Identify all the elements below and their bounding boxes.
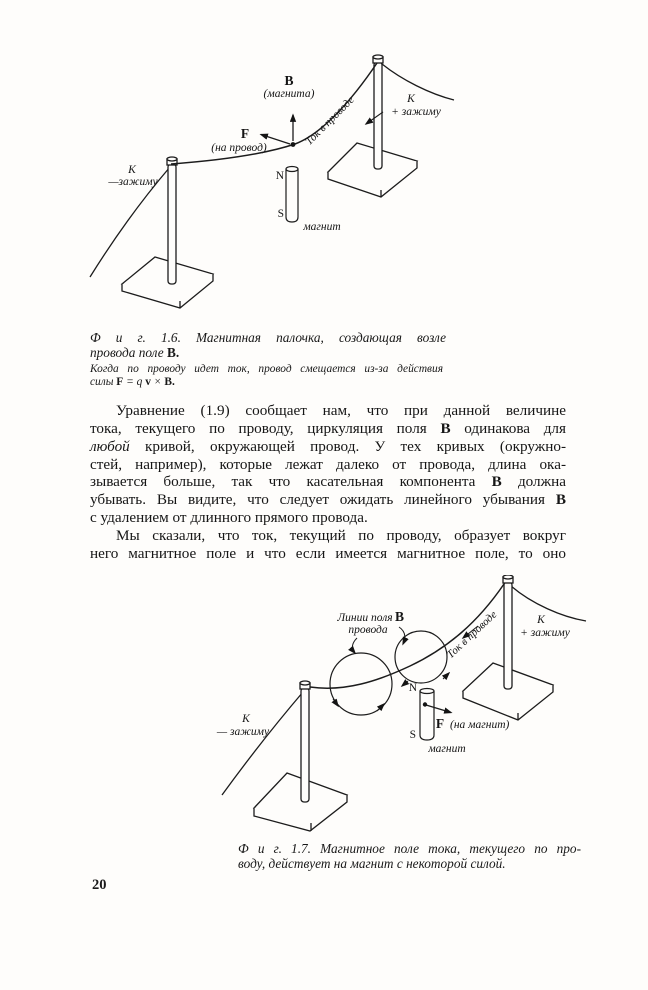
wire-lead-right	[382, 64, 454, 100]
label-magnet: магнит	[303, 221, 341, 233]
text-line: с удалением от длинного прямого провода.	[90, 509, 368, 527]
label-plus-terminal-k: К	[537, 614, 545, 626]
text-line: него магнитное поле и что если имеется магнитное поле, то оно	[90, 544, 566, 562]
text-line: любой кривой, окружающей провод. У тех кривых (окружно-	[90, 437, 567, 455]
label-F: F	[240, 126, 250, 141]
label-F-sub: (на магнит)	[450, 719, 510, 731]
text-line: Уравнение (1.9) сообщает нам, что при данной величине	[116, 402, 566, 419]
wire-lead-right	[511, 586, 586, 621]
clamp-right	[373, 55, 383, 63]
bold-B: B	[440, 419, 451, 437]
figure-1-7	[212, 575, 595, 837]
field-circle-arrow	[377, 704, 384, 711]
magnet-bar	[286, 167, 298, 223]
text-line: тока, текущего по проводу, циркуляция поля B одинакова для	[90, 419, 567, 437]
label-current-in-wire: Ток в проводе	[444, 608, 500, 661]
text-line: убывать. Вы видите, что следует ожидать линейного убывания B	[90, 491, 566, 509]
label-F-sub: (на провод)	[211, 142, 267, 154]
stand-rod-right	[504, 582, 512, 689]
body-text	[90, 402, 566, 563]
caption-note-line: Когда по проводу идет ток, провод смещается из-за действия	[90, 363, 443, 375]
magnet-bar	[420, 689, 434, 741]
caption-note-fig-1-6	[90, 363, 443, 389]
text-line: Мы сказали, что ток, текущий по проводу, образует вокруг	[116, 526, 566, 544]
label-field-lines-B: B	[395, 609, 405, 624]
label-minus-terminal: —зажиму	[108, 176, 158, 188]
stand-rod-left	[168, 164, 176, 284]
force-point-dot	[423, 702, 427, 706]
label-minus-terminal-k: К	[128, 164, 136, 176]
text-line: стей, например), которые лежат далеко от провода, длина ока-	[90, 455, 566, 473]
caption-line: провода поле B.	[90, 344, 180, 360]
label-B: B	[284, 73, 294, 88]
label-magnet: магнит	[428, 743, 466, 755]
label-field-lines-1: Линии поля	[337, 612, 393, 624]
wire-span	[171, 63, 377, 164]
label-plus-terminal: + зажиму	[520, 627, 570, 639]
label-minus-terminal: — зажиму	[216, 726, 270, 738]
label-south-pole: S	[277, 208, 284, 220]
stand-rod-left	[301, 688, 309, 802]
caption-line: воду, действует на магнит с некоторой силой.	[238, 855, 506, 871]
field-circle-arrow	[443, 673, 449, 679]
field-circle-arrow	[333, 699, 338, 706]
label-south-pole: S	[409, 729, 416, 741]
caption-line: Ф и г. 1.7. Магнитное поле тока, текущего по про-	[238, 841, 581, 856]
label-plus-terminal-k: К	[407, 93, 415, 105]
page-number: 20	[92, 877, 107, 893]
label-F: F	[435, 716, 445, 731]
label-minus-terminal-k: К	[242, 713, 250, 725]
label-plus-terminal: + зажиму	[391, 106, 441, 118]
text-line: зывается больше, так что касательная компонента B должна	[90, 473, 566, 491]
label-north-pole: N	[408, 682, 417, 694]
label-north-pole: N	[275, 170, 284, 182]
field-line-circle-right	[395, 631, 447, 683]
label-pointer-arrow	[352, 638, 357, 653]
clamp-left	[300, 681, 310, 689]
clamp-right	[503, 575, 513, 583]
stand-base-right-side	[463, 685, 553, 720]
figure-1-6	[85, 50, 460, 318]
field-circle-arrow	[402, 681, 408, 686]
bold-B: B	[555, 491, 566, 509]
caption-note-formula: силы F = q v × B.	[90, 376, 175, 388]
caption-line: Ф и г. 1.6. Магнитная палочка, создающая возле	[90, 330, 446, 345]
force-point-dot	[291, 142, 296, 147]
caption-fig-1-7	[238, 842, 581, 872]
label-current-in-wire: Ток в проводе	[303, 94, 357, 148]
label-field-lines-2: провода	[348, 624, 388, 636]
caption-fig-1-6	[90, 331, 446, 361]
bold-B: B	[491, 473, 502, 491]
label-B-sub: (магнита)	[263, 88, 315, 100]
bold-B: B.	[167, 344, 180, 360]
